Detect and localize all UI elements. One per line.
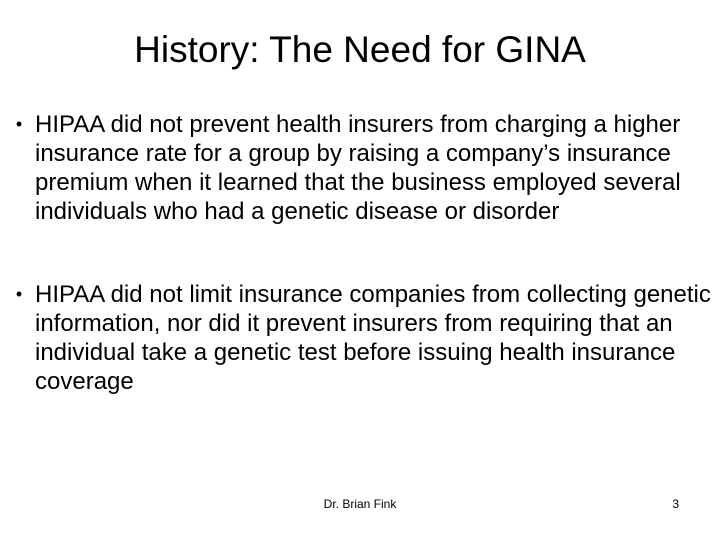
footer-author: Dr. Brian Fink xyxy=(323,497,397,511)
bullet-marker: • xyxy=(15,284,23,304)
bullet-text: HIPAA did not limit insurance companies from collecting genetic information, nor did it prevent insurers from requiring that an individual take a genetic test before issuing health insurance coverage xyxy=(35,281,711,395)
slide-title: History: The Need for GINA xyxy=(134,29,586,70)
bullet-list xyxy=(12,110,717,396)
bullet-item xyxy=(12,280,717,396)
bullet-marker: • xyxy=(15,114,23,134)
page-number: 3 xyxy=(672,497,679,511)
bullet-text: HIPAA did not prevent health insurers from charging a higher insurance rate for a group by raising a company’s insurance premium when it learned that the business employed several individuals who had a genetic disease or disorder xyxy=(35,111,681,225)
bullet-item xyxy=(12,110,717,226)
